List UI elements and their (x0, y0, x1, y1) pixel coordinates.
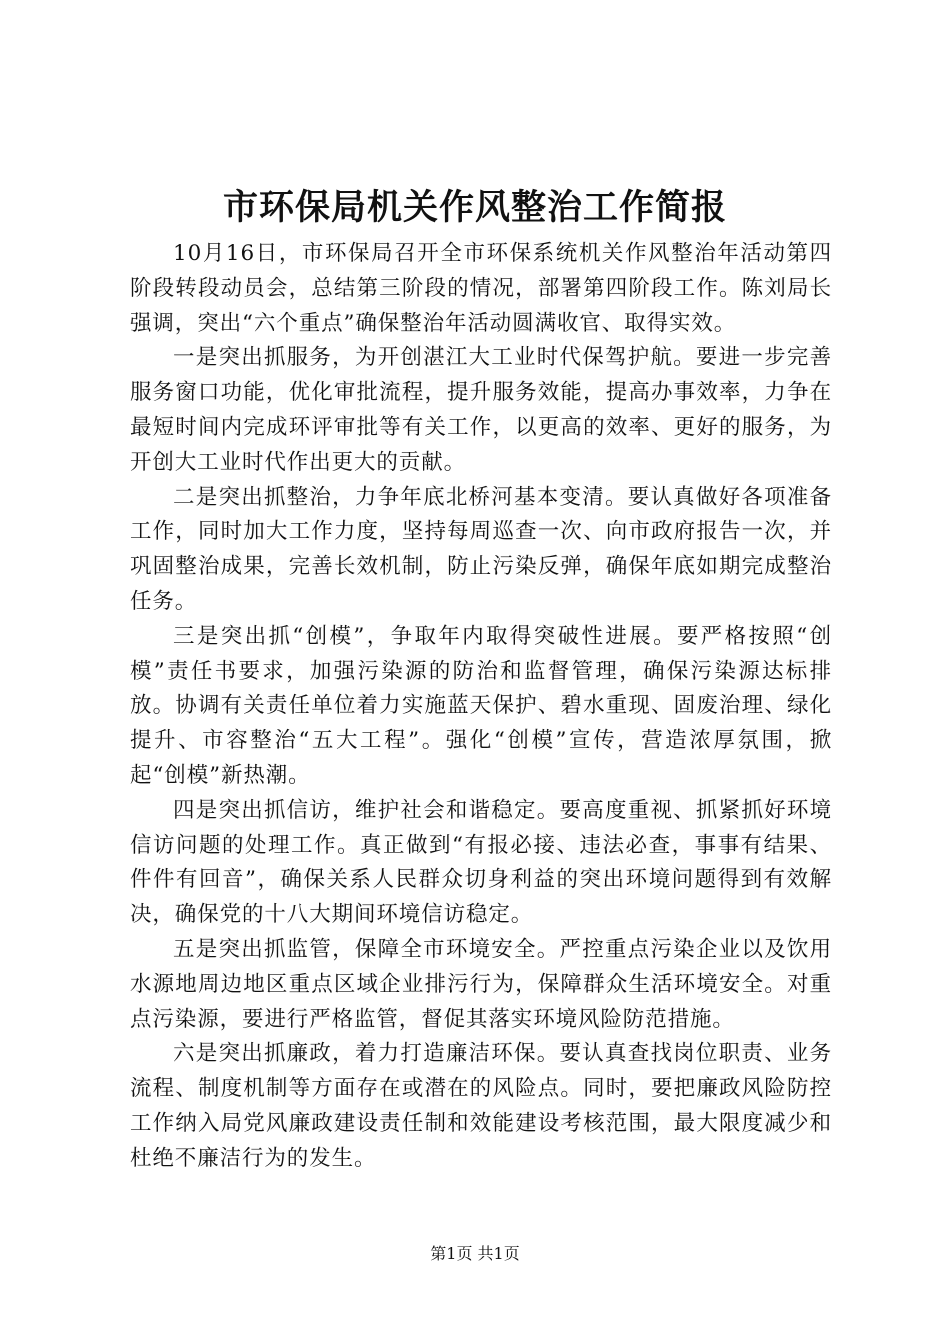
paragraph-point-4: 四是突出抓信访，维护社会和谐稳定。要高度重视、抓紧抓好环境信访问题的处理工作。真正做到“有报必接、违法必查，事事有结果、件件有回音”，确保关系人民群众切身利益的突出环境问题得到有效解决，确保党的十八大期间环境信访稳定。 (130, 797, 832, 928)
document-body (130, 237, 832, 1177)
document-title: 市环保局机关作风整治工作简报 (222, 187, 727, 228)
paragraph-point-2: 二是突出抓整治，力争年底北桥河基本变清。要认真做好各项准备工作，同时加大工作力度，坚持每周巡查一次、向市政府报告一次，并巩固整治成果，完善长效机制，防止污染反弹，确保年底如期完成整治任务。 (130, 484, 832, 614)
paragraph-point-6: 六是突出抓廉政，着力打造廉洁环保。要认真查找岗位职责、业务流程、制度机制等方面存在或潜在的风险点。同时，要把廉政风险防控工作纳入局党风廉政建设责任制和效能建设考核范围，最大限度减少和杜绝不廉洁行为的发生。 (130, 1041, 832, 1171)
paragraph-point-5: 五是突出抓监管，保障全市环境安全。严控重点污染企业以及饮用水源地周边地区重点区域企业排污行为，保障群众生活环境安全。对重点污染源，要进行严格监管，督促其落实环境风险防范措施。 (130, 936, 832, 1032)
page-footer: 第1页 共1页 (430, 1244, 520, 1263)
paragraph-point-3: 三是突出抓“创模”，争取年内取得突破性进展。要严格按照“创模”责任书要求，加强污染源的防治和监督管理，确保污染源达标排放。协调有关责任单位着力实施蓝天保护、碧水重现、固废治理、绿化提升、市容整治“五大工程”。强化“创模”宣传，营造浓厚氛围，掀起“创模”新热潮。 (130, 623, 832, 788)
paragraph-intro: 10月16日，市环保局召开全市环保系统机关作风整治年活动第四阶段转段动员会，总结第三阶段的情况，部署第四阶段工作。陈刘局长强调，突出“六个重点”确保整治年活动圆满收官、取得实效。 (130, 241, 832, 336)
paragraph-point-1: 一是突出抓服务，为开创湛江大工业时代保驾护航。要进一步完善服务窗口功能，优化审批流程，提升服务效能，提高办事效率，力争在最短时间内完成环评审批等有关工作，以更高的效率、更好的服务，为开创大工业时代作出更大的贡献。 (130, 345, 832, 475)
